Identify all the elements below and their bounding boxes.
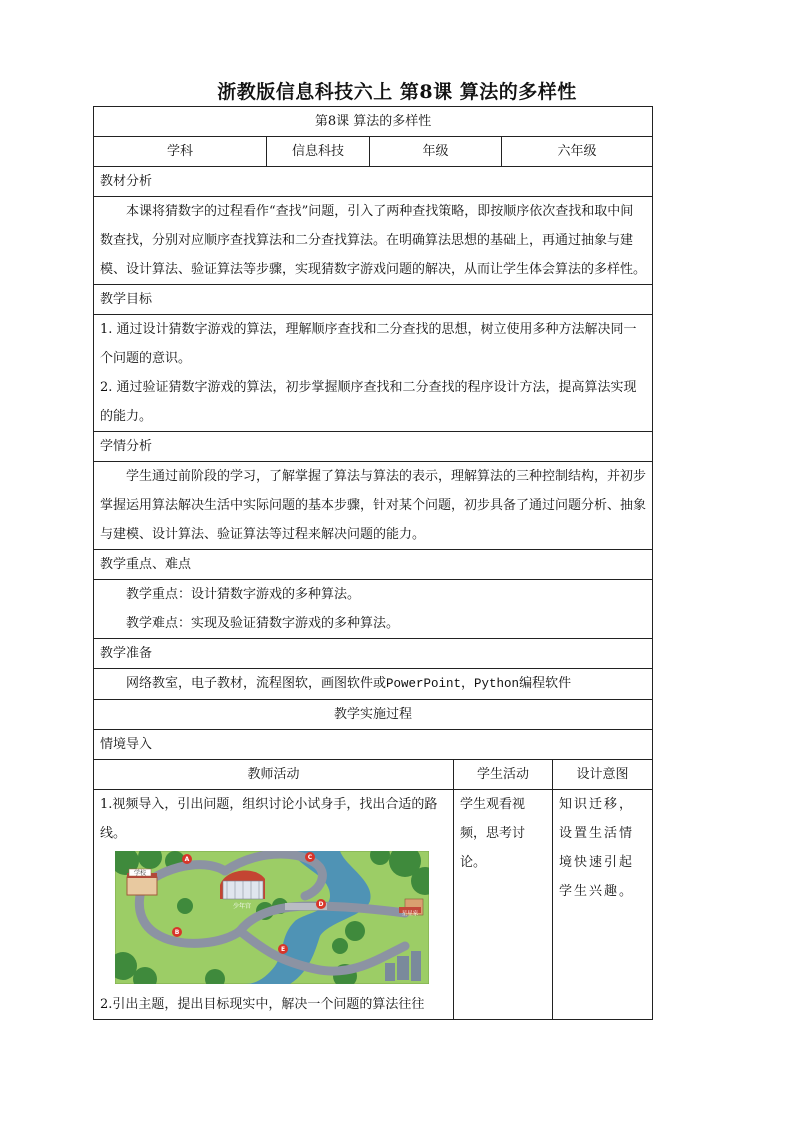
goals-heading: 教学目标 xyxy=(94,285,653,315)
col-design-intent: 设计意图 xyxy=(553,760,653,790)
preparation-heading: 教学准备 xyxy=(94,639,653,669)
phase-heading: 情境导入 xyxy=(94,730,653,760)
material-analysis-heading: 教材分析 xyxy=(94,167,653,197)
col-student-activity: 学生活动 xyxy=(454,760,553,790)
marker-c-label: C xyxy=(307,854,313,861)
key-points-heading: 教学重点、难点 xyxy=(94,550,653,580)
route-map-illustration xyxy=(115,851,429,984)
student-analysis-heading: 学情分析 xyxy=(94,432,653,462)
teacher-activity-cell xyxy=(94,790,454,1020)
student-activity-1: 学生观看视频，思考讨论。 xyxy=(454,790,553,1020)
goals-list xyxy=(94,315,653,432)
marker-a-label: A xyxy=(184,856,190,863)
marker-b-label: B xyxy=(174,929,180,936)
process-heading: 教学实施过程 xyxy=(94,700,653,730)
lesson-header: 第8课 算法的多样性 xyxy=(94,107,653,137)
student-analysis-text: 学生通过前阶段的学习，了解掌握了算法与算法的表示，理解算法的三种控制结构，并初步掌握运用算法解决生活中实际问题的基本步骤，针对某个问题，初步具备了通过问题分析、抽象与建模、设计算法、验证算法等过程来解决问题的能力。 xyxy=(94,462,653,550)
col-teacher-activity: 教师活动 xyxy=(94,760,454,790)
design-intent-1: 知识迁移，设置生活情境快速引起学生兴趣。 xyxy=(553,790,653,1020)
subject-label: 学科 xyxy=(94,137,267,167)
map-label-school: 学校 xyxy=(133,870,147,877)
marker-d-label: D xyxy=(318,901,324,908)
marker-e-label: E xyxy=(280,946,286,953)
teacher-activity-2: 2.引出主题，提出目标现实中，解决一个问题的算法往往 xyxy=(100,997,425,1012)
key-focus: 教学重点：设计猜数字游戏的多种算法。 xyxy=(126,587,361,602)
lesson-plan-table xyxy=(93,106,653,1020)
goal-item: 2. 通过验证猜数字游戏的算法，初步掌握顺序查找和二分查找的程序设计方法，提高算法实现的能力。 xyxy=(100,380,637,424)
subject-value: 信息科技 xyxy=(267,137,370,167)
map-label-home: 星星家 xyxy=(401,911,419,917)
goal-item: 1. 通过设计猜数字游戏的算法，理解顺序查找和二分查找的思想，树立使用多种方法解决同一个问题的意识。 xyxy=(100,322,637,366)
page-title: 浙教版信息科技六上 第8课 算法的多样性 xyxy=(217,81,577,103)
key-points-body xyxy=(94,580,653,639)
map-label-palace: 少年宫 xyxy=(232,903,252,910)
grade-label: 年级 xyxy=(370,137,502,167)
grade-value: 六年级 xyxy=(502,137,653,167)
preparation-text: 网络教室，电子教材，流程图软，画图软件或PowerPoint，Python编程软件 xyxy=(94,669,653,700)
material-analysis-text: 本课将猜数字的过程看作“查找”问题，引入了两种查找策略，即按顺序依次查找和取中间数查找，分别对应顺序查找算法和二分查找算法。在明确算法思想的基础上，再通过抽象与建模、设计算法、验证算法等步骤，实现猜数字游戏问题的解决，从而让学生体会算法的多样性。 xyxy=(94,197,653,285)
teacher-activity-1: 1.视频导入，引出问题，组织讨论小试身手，找出合适的路线。 xyxy=(100,797,438,841)
key-difficulty: 教学难点：实现及验证猜数字游戏的多种算法。 xyxy=(126,616,400,631)
